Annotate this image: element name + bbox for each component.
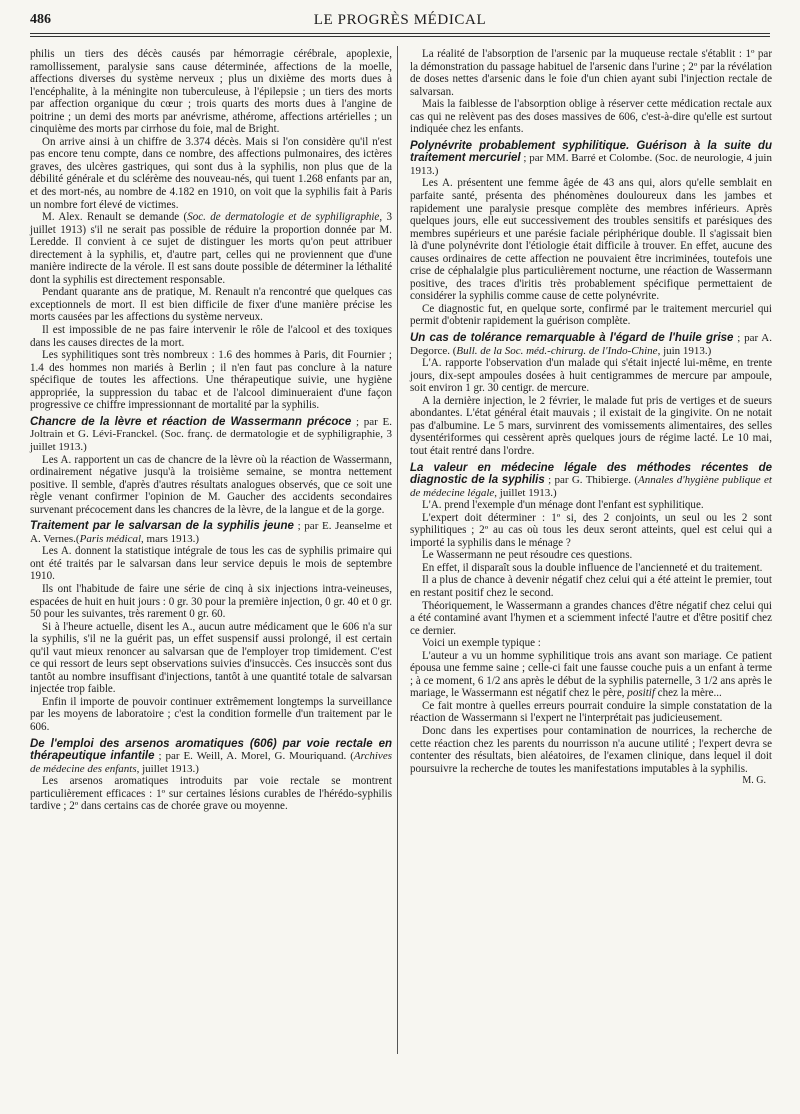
paragraph: Mais la faiblesse de l'absorption oblige à réserver cette médication rectale aux cas qui ne relèvent pas des doses massives de 606, c'est-à-dire qu'elle est surtout indiquée chez les enfants. [410, 98, 772, 136]
page-header [30, 10, 770, 32]
journal-title: LE PROGRÈS MÉDICAL [313, 12, 487, 28]
article-reference-end: , mars 1913.) [141, 532, 200, 545]
paragraph: Théoriquement, le Wassermann a grandes chances d'être négatif chez celui qui a été contaminé avant l'hymen et a sciemment infecté l'autre et d'être positif chez ce dernier. [410, 599, 772, 637]
paragraph: Le Wassermann ne peut résoudre ces questions. [422, 549, 633, 562]
text-run: M. Alex. Renault se demande ( [42, 211, 188, 224]
article-reference: ; par E. Joltrain et G. Lévi-Franckel. (Soc. franç. de dermatologie et de syphiligraphie, 3 juillet 1913.) [30, 415, 393, 453]
paragraph: Voici un exemple typique : [422, 637, 541, 650]
paragraph: Les A. rapportent un cas de chancre de la lèvre où la réaction de Wassermann, ordinairement négative jusqu'à la troisième semaine, se montra nettement positive. Il semble, d'après d'autres résultats analogues observés, que ce soit une règle venant confirmer l'opinion de M. Gaucher des accidents secondaires survenant précocement dans les chancres de la lèvre, de la langue et de la gorge. [30, 453, 392, 516]
paragraph: Les syphilitiques sont très nombreux : 1.6 des hommes à Paris, dit Fournier ; 1.4 des hommes non mariés à Berlin ; il n'en faut pas conclure à la nature spécifique de toutes les affections. Une thérapeutique suivie, une hygiène appropriée, la suppression du tabac et de l'alcool diminueraient d'une façon progressive ce chiffre impressionnant de mortalité par la syphilis. [30, 349, 392, 412]
author-signature: M. G. [742, 775, 766, 787]
article-reference-end: , juillet 1913.) [494, 486, 557, 499]
paragraph: Ils ont l'habitude de faire une série de cinq à six injections intra-veineuses, espacées de huit en huit jours : 0 gr. 30 pour la première injection, 0 gr. 40 et 0 gr. 50 pour les suivantes, très rarement 0 gr. 60. [30, 582, 392, 621]
paragraph: Ce fait montre à quelles erreurs pourrait conduire la simple constatation de la réaction de Wassermann si l'expert ne l'interprétait pas judicieusement. [410, 699, 772, 725]
column-divider [397, 46, 398, 1054]
article-heading [410, 332, 772, 357]
paragraph [30, 211, 392, 286]
paragraph: L'expert doit déterminer : 1º si, des 2 conjoints, un seul ou les 2 sont syphilitiques ; 2º au cas où tous les deux seront atteints, quel est celui qui a importé la syphilis dans le ménage ? [410, 511, 772, 549]
article-medecine-legale [410, 462, 772, 788]
article-chancre [30, 416, 392, 516]
article-title: Chancre de la lèvre et réaction de Wassermann précoce [30, 415, 352, 428]
article-heading [30, 416, 392, 454]
article-reference: ; par A. Degorce. ( [410, 332, 772, 357]
article-title: Polynévrite probablement syphilitique. Guérison à la suite du traitement mercuriel [410, 139, 772, 165]
paragraph: On arrive ainsi à un chiffre de 3.374 décès. Mais si l'on considère qu'il n'est pas encore tenu compte, dans ce nombre, des affections pulmonaires, des ictères graves, des ulcères gastriques, qui sont dus à la syphilis, non plus que de la débilité générale et du sclérème des nouveau-nés, qui tuent 1.268 enfants par an, et des mort-nés, au nombre de 4.182 en 1910, on voit que la syphilis fait à Paris un nombre fort élevé de victimes. [30, 135, 392, 211]
article-polynevrite [410, 140, 772, 328]
header-rule-double [30, 36, 770, 37]
citation: Annales d'hygiène publique et de médecine légale [410, 474, 772, 499]
citation: Paris médical [79, 532, 142, 545]
article-arsenos [30, 738, 392, 813]
emphasis: positif [627, 687, 655, 700]
article-reference-end: , juin 1913.) [657, 344, 712, 357]
article-reference: ; par E. Weill, A. Morel, G. Mouriquand. ( [154, 750, 354, 763]
paragraph: Donc dans les expertises pour contamination de nourrices, la recherche de cette réaction chez les parents du nourrisson n'a aucune utilité ; l'expert devra se contenter des résultats, bien aléatoires, de l'examen clinique, dans lequel il doit poursuivre la recherche de toutes les manifestations imputables à la syphilis. [410, 724, 772, 775]
article-heading [30, 738, 392, 776]
citation: Archives de médecine des enfants [30, 750, 392, 775]
text-run: , 3 juillet 1913) s'il ne serait pas possible de réduire la proportion donnée par M. Leredde. Il convient à ce sujet de distinguer les morts qu'on peut attribuer directement à la syphilis, et, d'autre part, celles qui ne proviennent que d'une manière indirecte de la vérole. Il est sans doute possible de déterminer la léthalité dont la syphilis est directement responsable. [30, 211, 393, 286]
article-reference-end: , juillet 1913.) [136, 762, 199, 775]
paragraph: Les A. donnent la statistique intégrale de tous les cas de syphilis primaire qui ont été traités par le salvarsan dans leur service depuis le mois de septembre 1910. [30, 545, 392, 583]
article-reference: ; par E. Jeanselme et A. Vernes.( [30, 520, 393, 545]
citation: Bull. de la Soc. méd.-chirurg. de l'Indo-Chine [456, 344, 658, 357]
page-number: 486 [30, 12, 51, 27]
article-title: De l'emploi des arsenos aromatiques (606) par voie rectale en thérapeutique infantile [30, 737, 392, 763]
right-column [410, 48, 772, 788]
article-title: La valeur en médecine légale des méthodes récentes de diagnostic de la syphilis [410, 461, 772, 487]
paragraph [410, 650, 772, 700]
paragraph: Il a plus de chance à devenir négatif chez celui qui a été atteint le premier, tout en restant positif chez le second. [410, 574, 772, 599]
text-run: chez la mère... [654, 687, 722, 700]
paragraph: philis un tiers des décès causés par hémorragie cérébrale, apoplexie, ramollissement, paralysie sans cause déterminée, affections de la moelle, affections diverses du système nerveux ; plus un dixième des morts dues à l'encéphalite, à la méningite non tuberculeuse, à l'épilepsie ; un tiers des morts par affection organique du cœur ; trois quarts des morts dues à l'angine de poitrine ; un demi des morts par anévrisme, athérome, affections artérielles ; un cinquième des morts par cirrhose du foie, mal de Bright. [30, 48, 392, 136]
article-reference: ; par MM. Barré et Colombe. (Soc. de neurologie, 4 juin 1913.) [410, 152, 772, 177]
paragraph: Enfin il importe de pouvoir continuer extrêmement longtemps la surveillance par les moyens de laboratoire ; c'est la condition formelle d'un traitement par le 606. [30, 695, 392, 733]
article-reference: ; par G. Thibierge. ( [544, 474, 639, 487]
text-run: L'auteur a vu un homme syphilitique trois ans avant son mariage. Ce patient épousa une femme saine ; celle-ci fait une fausse couche puis a un enfant à terme ; à ce moment, 6 1/2 ans après le début de la syphilis paternelle, 3 1/2 ans après le mariage, le Wassermann est négatif chez le père, [410, 649, 772, 700]
paragraph: Il est impossible de ne pas faire intervenir le rôle de l'alcool et des toxiques dans les causes directes de la mort. [30, 324, 392, 349]
header-rule [30, 33, 770, 34]
paragraph: Si à l'heure actuelle, disent les A., aucun autre médicament que le 606 n'a sur la syphilis, s'il ne la guérit pas, un effet suspensif aussi prolongé, il est certain qu'il vaut mieux renoncer au salvarsan que de l'employer trop timidement. C'est ce qui ressort de leurs sept observations suivies d'insuccès. Ces insuccès sont dus tantôt au nombre insuffisant d'injections, tantôt à une quantité totale de salvarsan injectée trop faible. [30, 620, 392, 696]
paragraph: L'A. prend l'exemple d'un ménage dont l'enfant est syphilitique. [422, 499, 704, 512]
article-heading [30, 520, 392, 545]
article-title: Un cas de tolérance remarquable à l'égard de l'huile grise [410, 332, 734, 345]
article-heading [410, 462, 772, 500]
paragraph: En effet, il disparaît sous la double influence de l'ancienneté et du traitement. [422, 561, 763, 574]
citation: Soc. de dermatologie et de syphiligraphie [187, 211, 380, 224]
paragraph: Ce diagnostic fut, en quelque sorte, confirmé par le traitement mercuriel qui permit d'obtenir rapidement la guérison complète. [410, 302, 772, 328]
article-salvarsan [30, 520, 392, 733]
paragraph: A la dernière injection, le 2 février, le malade fut pris de vertiges et de sueurs abondantes. L'état général était mauvais ; il existait de la gingivite. On ne notait pas d'albumine. Le 5 mars, survinrent des vomissements alimentaires, des selles dysentériformes qui cessèrent après quelques jours de régime lacté. Le 10 mai, tout était rentré dans l'ordre. [410, 394, 772, 457]
article-title: Traitement par le salvarsan de la syphilis jeune [30, 520, 294, 533]
paragraph: Pendant quarante ans de pratique, M. Renault n'a rencontré que quelques cas exceptionnels de mort. Il est bien difficile de fixer d'une manière précise les morts causées par les affections du système nerveux. [30, 286, 392, 324]
paragraph: Les arsenos aromatiques introduits par voie rectale se montrent particulièrement efficaces : 1º sur certaines lésions curables de l'hérédo-syphilis tardive ; 2º dans certains cas de chorée grave ou moyenne. [30, 775, 392, 813]
paragraph: Les A. présentent une femme âgée de 43 ans qui, alors qu'elle semblait en parfaite santé, présenta des phénomènes douloureux dans les jambes et rapidement une paralysie presque complète des membres inférieurs. Après quelques jours, elle eut successivement des troubles sensitifs et parésiques des membres supérieurs et une parésie faciale périphérique double. Il s'agissait bien là d'une polynévrite dont l'étiologie était difficile à trouver. En effet, aucune des causes ordinaires de cette affection ne pouvaient être incriminées, toutefois une crise de céphalalgie plus particulièrement nocturne, une réaction de Wassermann positive, des traces d'iritis très probablement spécifique permettaient de considérer la syphilis comme cause de cette polynévrite. [410, 177, 772, 303]
paragraph: L'A. rapporte l'observation d'un malade qui s'était injecté lui-même, en trente jours, dix-sept ampoules dosées à huit centigrammes de mercure par ampoule, soit environ 1 gr. 30 centigr. de mercure. [410, 357, 772, 395]
paragraph: La réalité de l'absorption de l'arsenic par la muqueuse rectale s'établit : 1º par la démonstration du passage habituel de l'arsenic dans l'urine ; 2º par la révélation de doses nettes d'arsenic dans le foie d'un chien ayant subi l'injection rectale de salvarsan. [410, 48, 772, 98]
article-huile-grise [410, 332, 772, 457]
left-column [30, 48, 392, 813]
article-heading [410, 140, 772, 178]
